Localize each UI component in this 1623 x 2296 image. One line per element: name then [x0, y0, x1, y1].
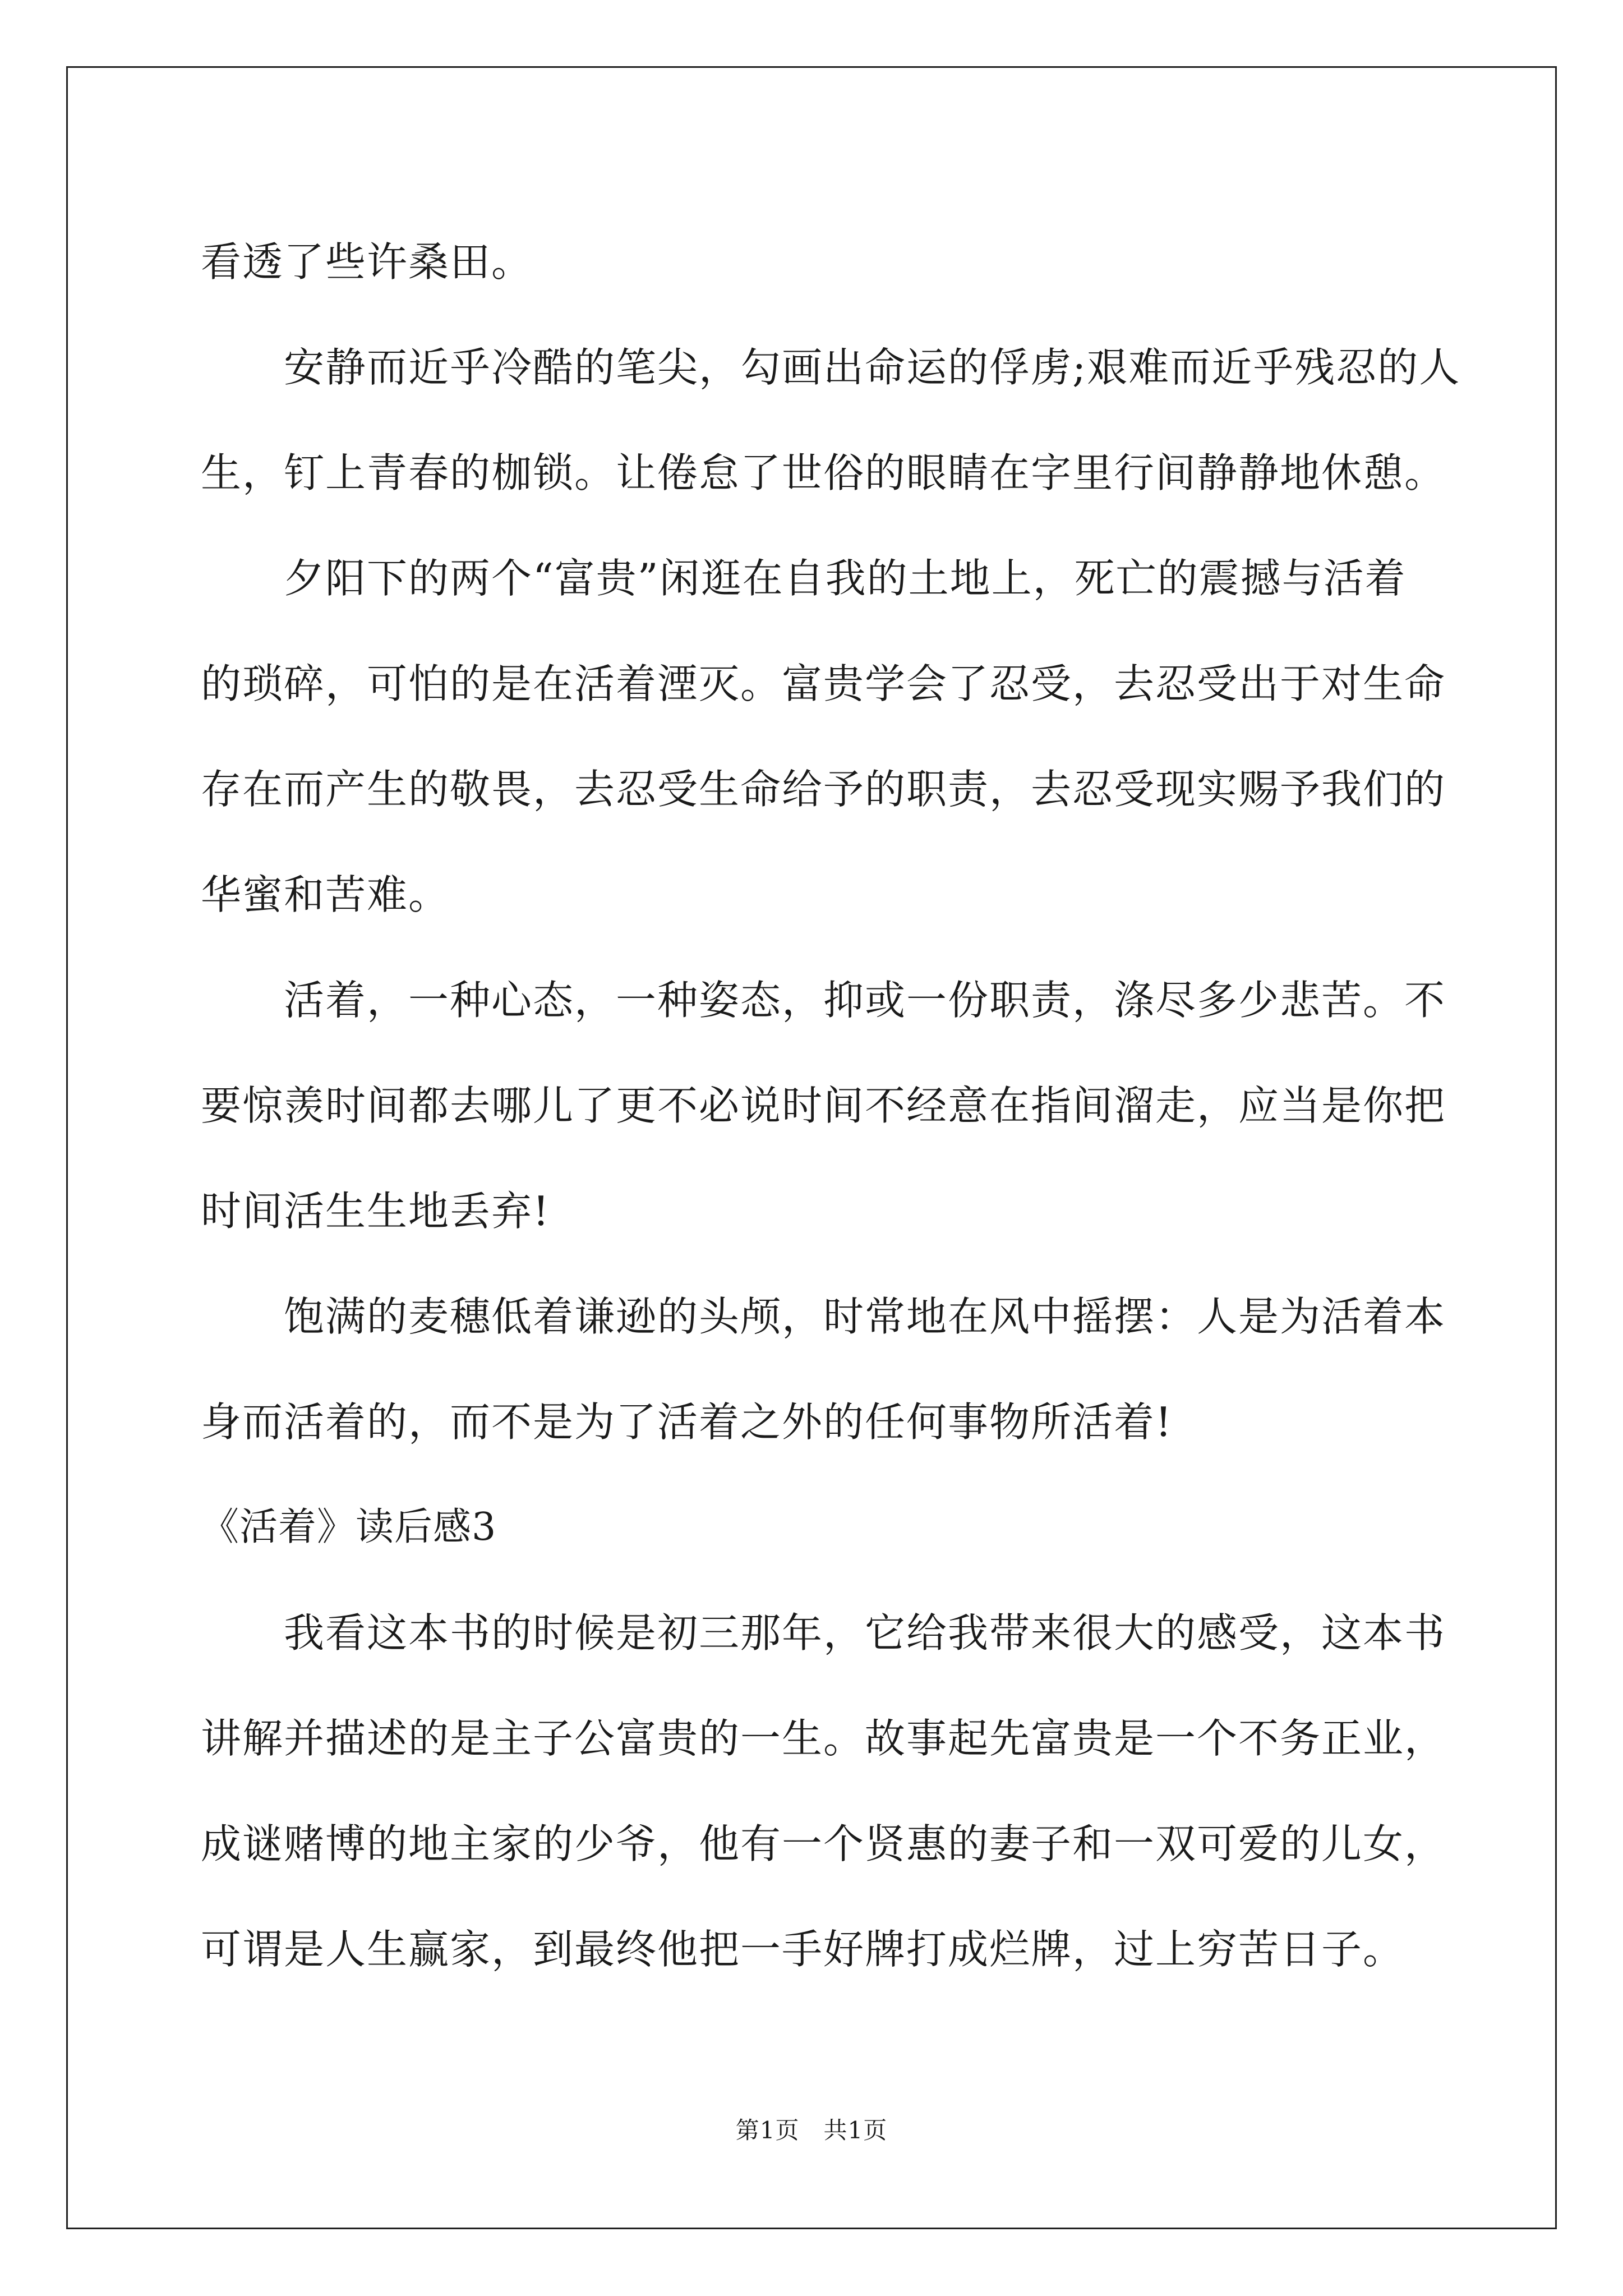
paragraph-line: 夕阳下的两个“富贵”闲逛在自我的土地上，死亡的震撼与活着	[284, 555, 1407, 602]
page-number-footer: 第1页 共1页	[735, 2116, 888, 2144]
paragraph-line: 讲解并描述的是主子公富贵的一生。故事起先富贵是一个不务正业，	[201, 1715, 1446, 1762]
paragraph-line: 活着，一种心态，一种姿态，抑或一份职责，涤尽多少悲苦。不	[284, 977, 1446, 1024]
paragraph-line: 安静而近乎冷酷的笔尖，勾画出命运的俘虏;艰难而近乎残忍的人	[284, 344, 1461, 391]
document-body	[201, 209, 1461, 2002]
paragraph-line: 身而活着的，而不是为了活着之外的任何事物所活着!	[201, 1398, 1173, 1446]
paragraph-line: 的琐碎，可怕的是在活着湮灭。富贵学会了忍受，去忍受出于对生命	[201, 660, 1446, 707]
section-heading: 《活着》读后感3	[201, 1505, 497, 1549]
paragraph-line: 看透了些许桑田。	[201, 238, 533, 286]
paragraph-line: 时间活生生地丢弃!	[201, 1188, 550, 1235]
paragraph-line: 生，钉上青春的枷锁。让倦怠了世俗的眼睛在字里行间静静地休憩。	[201, 449, 1446, 496]
paragraph-line: 可谓是人生赢家，到最终他把一手好牌打成烂牌，过上穷苦日子。	[201, 1926, 1405, 1973]
paragraph-line: 我看这本书的时候是初三那年，它给我带来很大的感受，这本书	[284, 1609, 1446, 1657]
paragraph-line: 存在而产生的敬畏，去忍受生命给予的职责，去忍受现实赐予我们的	[201, 766, 1446, 813]
paragraph-line: 要惊羡时间都去哪儿了更不必说时间不经意在指间溜走，应当是你把	[201, 1082, 1446, 1129]
paragraph-line: 饱满的麦穗低着谦逊的头颅，时常地在风中摇摆：人是为活着本	[284, 1293, 1446, 1340]
paragraph-line: 华蜜和苦难。	[201, 871, 450, 918]
paragraph-line: 成谜赌博的地主家的少爷，他有一个贤惠的妻子和一双可爱的儿女，	[201, 1820, 1446, 1867]
